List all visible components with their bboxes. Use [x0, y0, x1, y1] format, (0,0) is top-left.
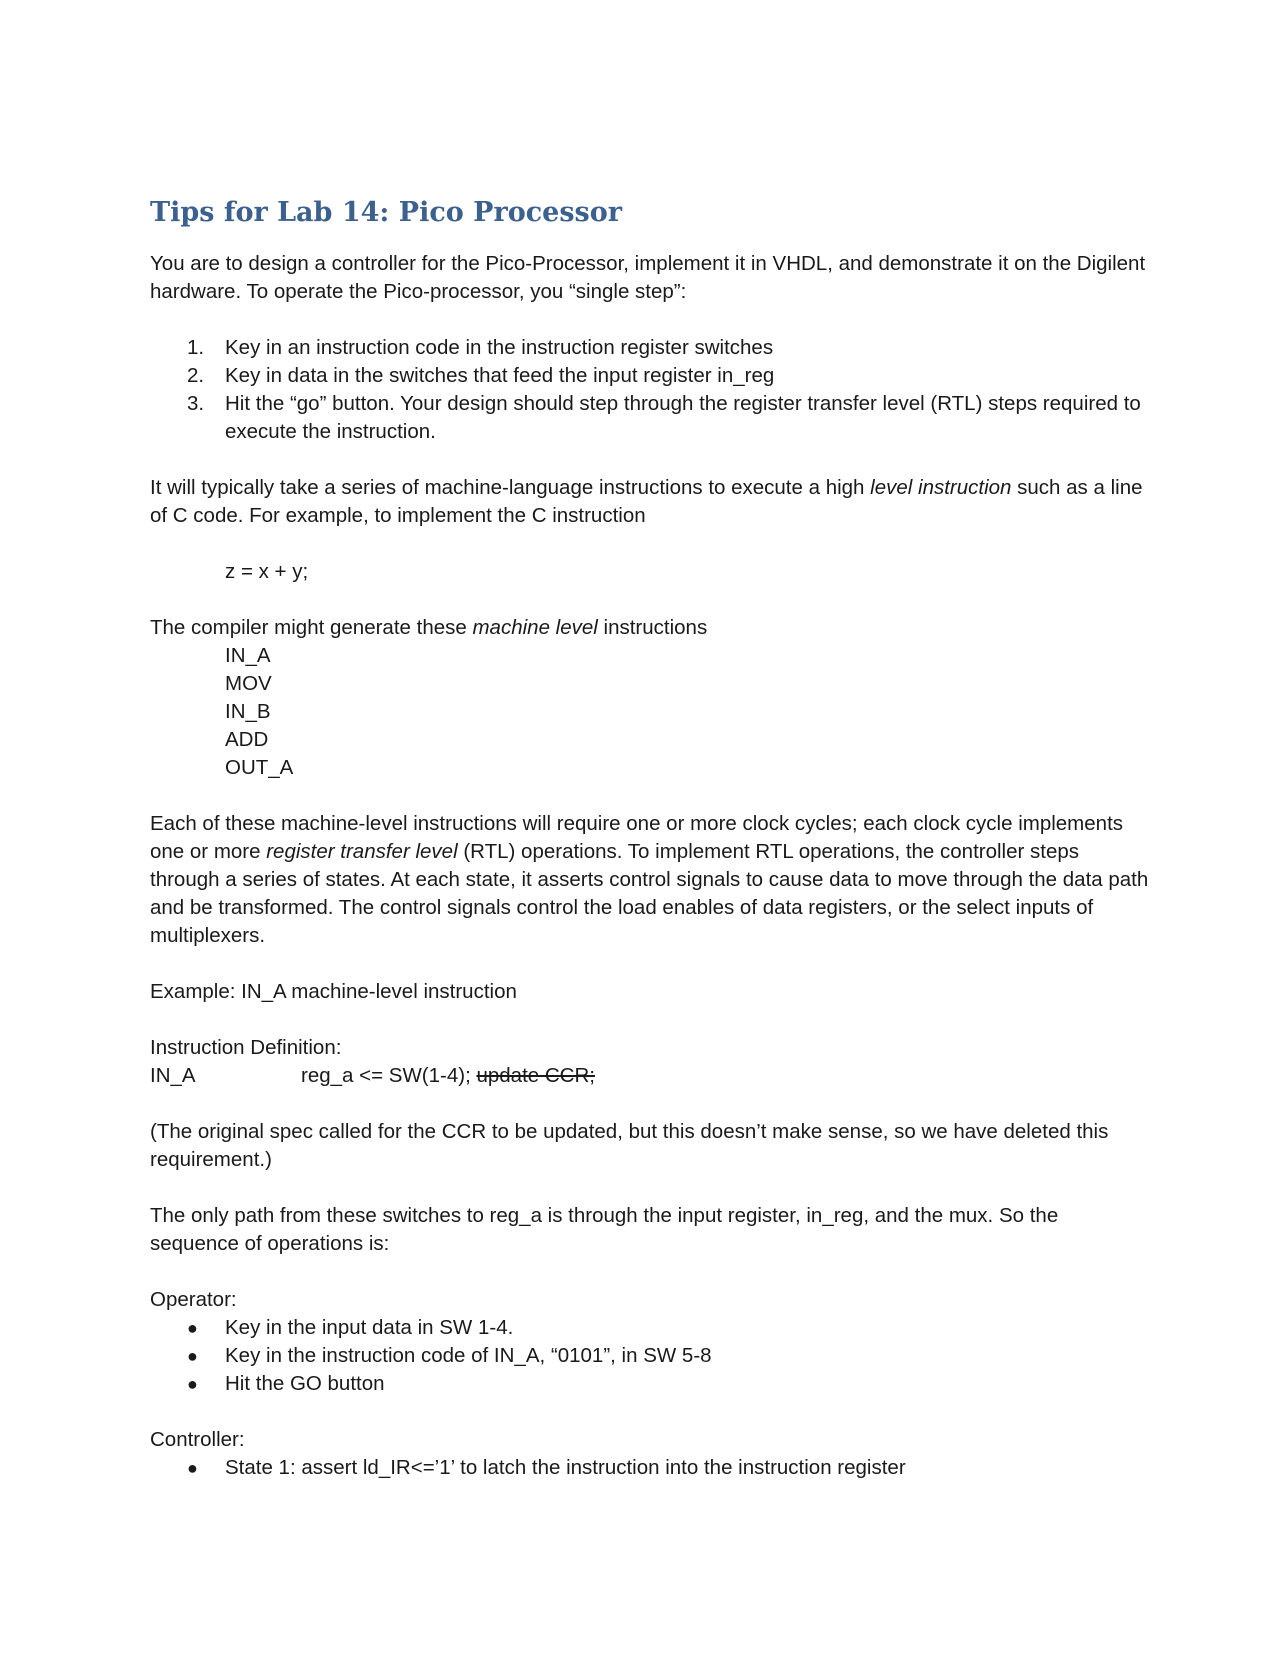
- bullet-icon: ●: [187, 1318, 198, 1338]
- c-code-line: z = x + y;: [225, 560, 309, 583]
- example-heading: Example: IN_A machine-level instruction: [150, 980, 517, 1003]
- instruction-line: ADD: [225, 728, 269, 751]
- list-item: [150, 1370, 1150, 1398]
- italic-run: machine level: [472, 616, 598, 639]
- machine-instructions: [150, 642, 1150, 782]
- list-item-text: Key in data in the switches that feed the input register in_reg: [225, 364, 775, 387]
- rtl-paragraph: [150, 810, 1150, 950]
- operator-heading: Operator:: [150, 1288, 237, 1311]
- document-page: [150, 196, 1150, 1482]
- list-item-text: Hit the “go” button. Your design should step through the register transfer level (RTL) steps required to execute the instruction.: [225, 392, 1141, 443]
- list-item-text: Key in the instruction code of IN_A, “0101”, in SW 5-8: [225, 1344, 712, 1367]
- definition-name: IN_A: [150, 1064, 196, 1087]
- italic-run: register transfer level: [266, 840, 458, 863]
- list-item: [150, 1314, 1150, 1342]
- italic-run: level instruction: [870, 476, 1012, 499]
- bullet-icon: ●: [187, 1374, 198, 1394]
- list-item-text: Hit the GO button: [225, 1372, 385, 1395]
- path-paragraph: The only path from these switches to reg_a is through the input register, in_reg, and the mux. So the sequence of operations is:: [150, 1204, 1059, 1255]
- compiler-paragraph: [150, 614, 1150, 642]
- list-number: 2.: [187, 364, 205, 387]
- list-item: [150, 334, 1150, 362]
- bullet-icon: ●: [187, 1346, 198, 1366]
- text-run: The compiler might generate these: [150, 616, 473, 639]
- instruction-line: OUT_A: [225, 756, 294, 779]
- text-run: such as a line of C code. For example, to implement the C instruction: [150, 476, 1143, 527]
- text-run: It will typically take a series of machine-language instructions to execute a high: [150, 476, 871, 499]
- list-item: [150, 1342, 1150, 1370]
- controller-heading: Controller:: [150, 1428, 245, 1451]
- intro-paragraph: You are to design a controller for the Pico-Processor, implement it in VHDL, and demonstrate it on the Digilent hardware. To operate the Pico-processor, you “single step”:: [150, 252, 1146, 303]
- bullet-icon: ●: [187, 1458, 198, 1478]
- definition-heading: Instruction Definition:: [150, 1036, 342, 1059]
- instruction-line: MOV: [225, 672, 272, 695]
- controller-list: [150, 1454, 1150, 1482]
- list-item-text: Key in an instruction code in the instruction register switches: [225, 336, 774, 359]
- list-item: [150, 390, 1150, 446]
- operator-list: [150, 1314, 1150, 1398]
- definition-row: [150, 1062, 1150, 1090]
- list-item: [150, 1454, 1150, 1482]
- instruction-line: IN_B: [225, 700, 271, 723]
- text-run: instructions: [597, 616, 708, 639]
- list-item-text: Key in the input data in SW 1-4.: [225, 1316, 514, 1339]
- instruction-line: IN_A: [225, 644, 271, 667]
- list-item-text: State 1: assert ld_IR<=’1’ to latch the instruction into the instruction register: [225, 1456, 906, 1479]
- page-title: Tips for Lab 14: Pico Processor: [150, 197, 622, 228]
- steps-list: [150, 334, 1150, 446]
- list-number: 1.: [187, 336, 205, 359]
- text-run: (RTL) operations. To implement RTL operations, the controller steps through a series of states. At each state, it asserts control signals to cause data to move through the data path and be transformed. The control signals control the load enables of data registers, or the select inputs of multiplexers.: [150, 840, 1149, 947]
- list-number: 3.: [187, 392, 205, 415]
- struck-text: update CCR;: [476, 1064, 595, 1087]
- note-paragraph: (The original spec called for the CCR to be updated, but this doesn’t make sense, so we have deleted this requirement.): [150, 1120, 1109, 1171]
- high-level-paragraph: [150, 474, 1150, 530]
- definition-body: [301, 1062, 595, 1090]
- definition-op: reg_a <= SW(1-4);: [301, 1064, 471, 1087]
- list-item: [150, 362, 1150, 390]
- text-run: Each of these machine-level instructions will require one or more clock cycles; each clock cycle implements one or more: [150, 812, 1124, 863]
